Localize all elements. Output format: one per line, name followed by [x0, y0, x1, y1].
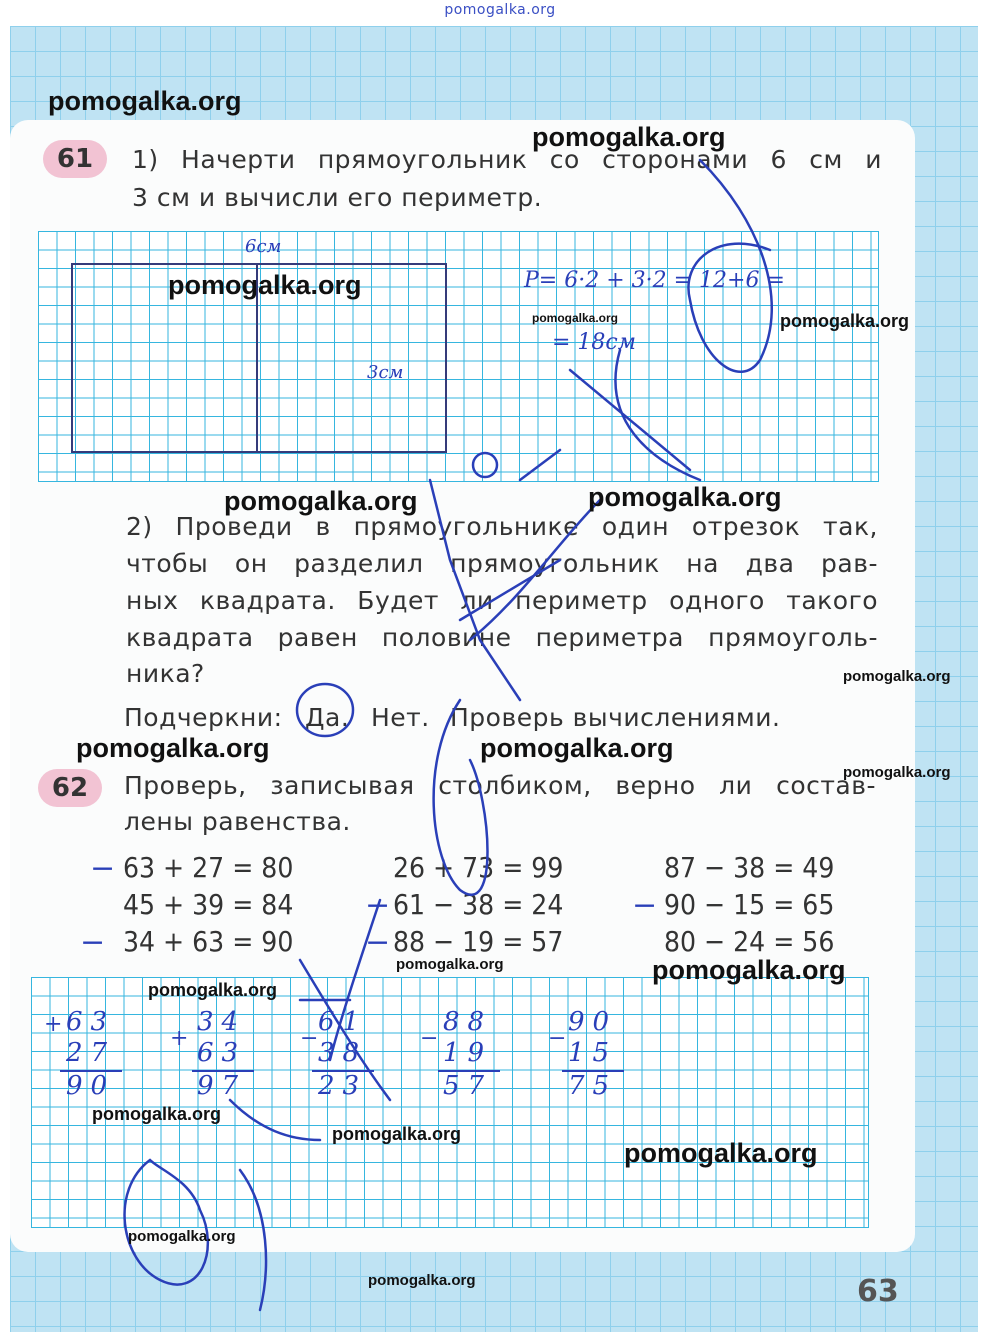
label-6cm: 6см — [245, 236, 282, 257]
watermark: pomogalka.org — [843, 764, 951, 781]
option-no[interactable]: Нет. — [371, 703, 430, 732]
operand-b: 38 — [318, 1038, 368, 1068]
watermark: pomogalka.org — [396, 956, 504, 973]
wrong-mark: − — [80, 925, 106, 960]
watermark: pomogalka.org — [224, 486, 418, 516]
watermark: pomogalka.org — [480, 733, 674, 763]
equation-3-1: 87 − 38 = 49 — [664, 851, 835, 884]
result: 75 — [568, 1071, 618, 1101]
task-61-line2: 3 см и вычисли его периметр. — [132, 183, 543, 212]
operand-a: 90 — [568, 1007, 618, 1037]
label-3cm: 3см — [367, 362, 404, 383]
watermark: pomogalka.org — [624, 1138, 818, 1168]
operator-sign: + — [170, 1026, 189, 1051]
watermark: pomogalka.org — [532, 122, 726, 152]
equation-3-3: 80 − 24 = 56 — [664, 925, 835, 958]
result: 90 — [66, 1071, 116, 1101]
perimeter-formula: P= 6·2 + 3·2 = 12+6 = — [524, 268, 785, 293]
result: 97 — [197, 1071, 247, 1101]
underline-prompt: Подчеркни: — [124, 703, 283, 732]
watermark: pomogalka.org — [780, 311, 910, 331]
equation-1-1: 63 + 27 = 80 — [123, 851, 294, 884]
wrong-mark: − — [365, 888, 391, 923]
check-instruction: Проверь вычислениями. — [450, 703, 781, 732]
task-61-badge: 61 — [43, 140, 107, 178]
task-61-part2-line1: 2) Проведи в прямоугольнике один отрезок так, — [126, 512, 878, 541]
result: 23 — [318, 1071, 368, 1101]
watermark: pomogalka.org — [76, 733, 270, 763]
task-62-line2: лены равенства. — [124, 807, 351, 836]
watermark: pomogalka.org — [168, 270, 362, 300]
watermark: pomogalka.org — [368, 1272, 476, 1289]
operand-a: 34 — [197, 1007, 247, 1037]
wrong-mark: − — [365, 925, 391, 960]
operand-a: 88 — [443, 1007, 493, 1037]
equation-2-3: 88 − 19 = 57 — [393, 925, 564, 958]
operator-sign: + — [44, 1012, 63, 1037]
task-62-badge: 62 — [38, 769, 102, 807]
task-61-part2-line5: ника? — [126, 659, 205, 688]
operand-b: 15 — [568, 1038, 618, 1068]
site-header: pomogalka.org — [444, 2, 556, 18]
watermark: pomogalka.org — [588, 482, 782, 512]
equation-2-2: 61 − 38 = 24 — [393, 888, 564, 921]
task-61-line1: 1) Начерти прямоугольник со сторонами 6 см и — [132, 145, 882, 174]
operand-b: 19 — [443, 1038, 493, 1068]
watermark: pomogalka.org — [148, 980, 278, 1000]
watermark: pomogalka.org — [332, 1124, 462, 1144]
operand-b: 27 — [66, 1038, 116, 1068]
task-62-line1: Проверь, записывая столбиком, верно ли состав- — [124, 771, 876, 800]
perimeter-result: = 18см — [552, 330, 636, 355]
watermark: pomogalka.org — [843, 668, 951, 685]
watermark: pomogalka.org — [532, 311, 619, 325]
equation-1-3: 34 + 63 = 90 — [123, 925, 294, 958]
task-61-part2-line3: ных квадрата. Будет ли периметр одного такого — [126, 586, 878, 615]
watermark: pomogalka.org — [652, 955, 846, 985]
equation-2-1: 26 + 73 = 99 — [393, 851, 564, 884]
operand-a: 61 — [318, 1007, 368, 1037]
operator-sign: − — [300, 1026, 319, 1051]
watermark: pomogalka.org — [128, 1228, 236, 1245]
task-61-part2-line2: чтобы он разделил прямоугольник на два рав- — [126, 549, 878, 578]
operator-sign: − — [548, 1026, 567, 1051]
watermark: pomogalka.org — [92, 1104, 222, 1124]
operator-sign: − — [420, 1026, 439, 1051]
operand-b: 63 — [197, 1038, 247, 1068]
task-61-part2-line4: квадрата равен половине периметра прямоуголь- — [126, 623, 878, 652]
page-number: 63 — [857, 1274, 899, 1309]
equation-3-2: 90 − 15 = 65 — [664, 888, 835, 921]
wrong-mark: − — [632, 888, 658, 923]
result: 57 — [443, 1071, 493, 1101]
operand-a: 63 — [66, 1007, 116, 1037]
wrong-mark: − — [90, 851, 116, 886]
watermark: pomogalka.org — [48, 86, 242, 116]
option-yes[interactable]: Да. — [305, 703, 350, 732]
equation-1-2: 45 + 39 = 84 — [123, 888, 294, 921]
